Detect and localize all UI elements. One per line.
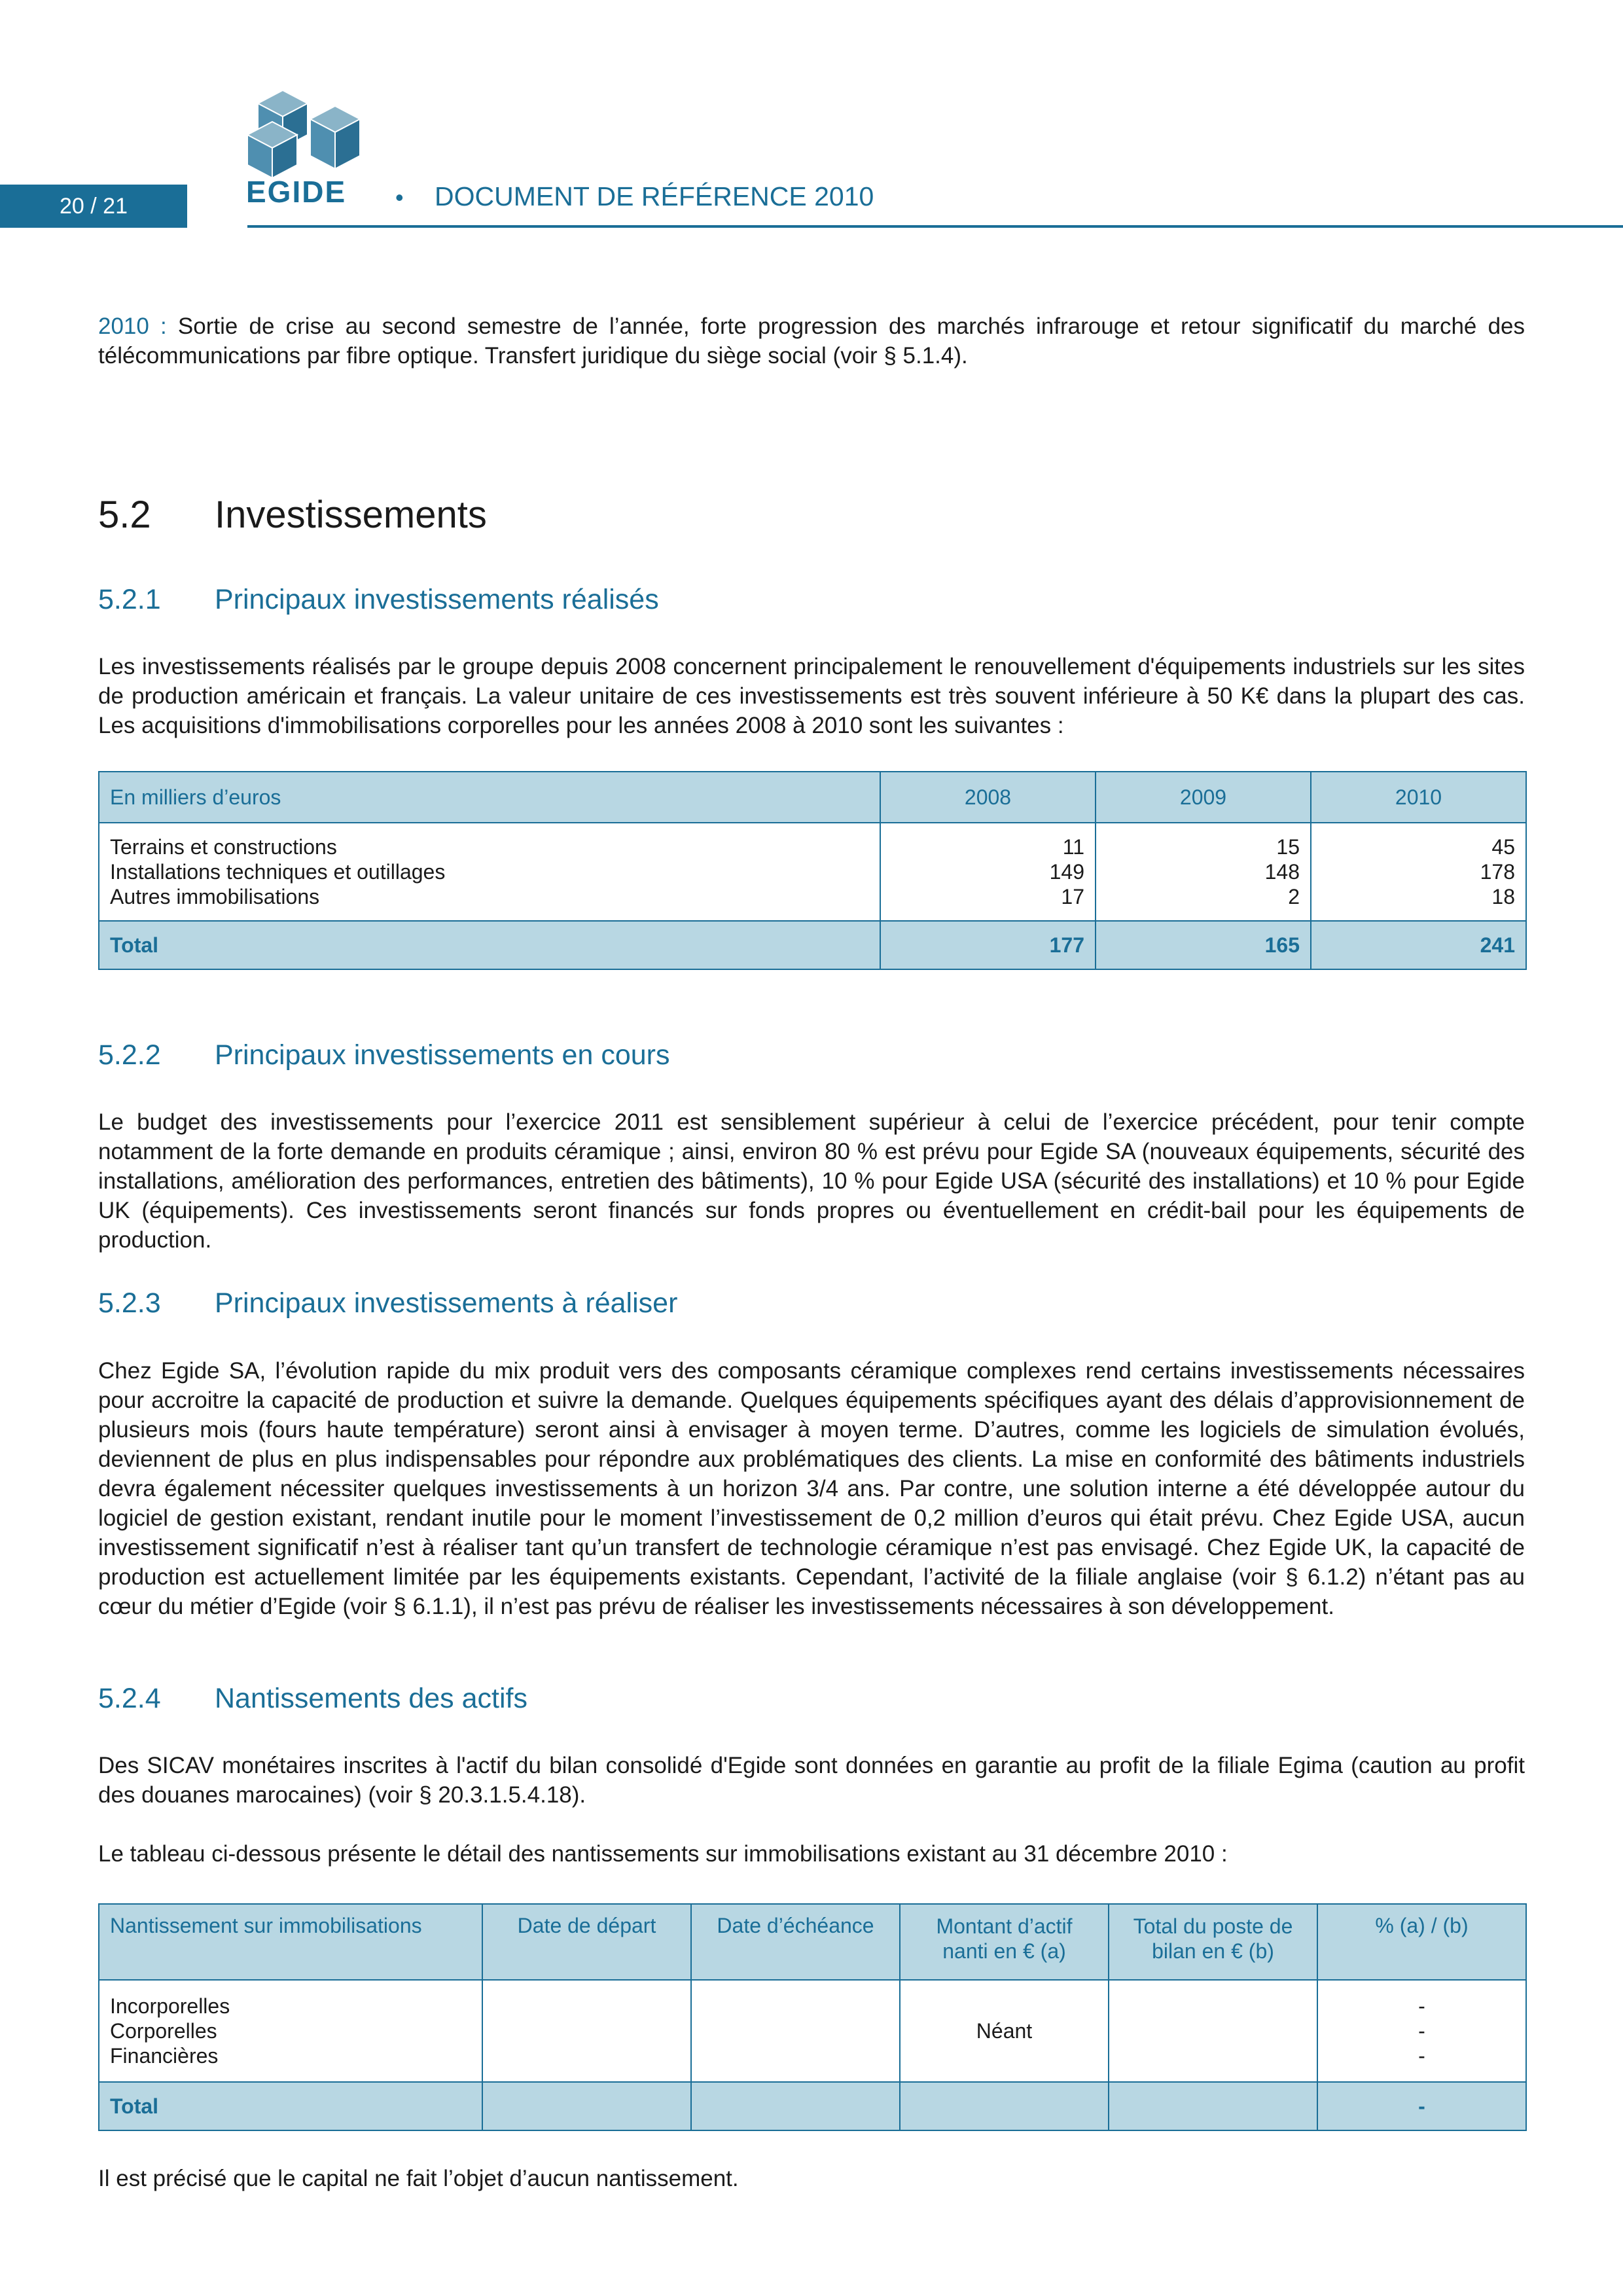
header-cell: [900, 1904, 1109, 1980]
value-cell-2010: [1311, 823, 1526, 921]
table-cell: 18: [1491, 885, 1515, 908]
section-5-2-4-paragraph-1: Des SICAV monétaires inscrites à l'actif du bilan consolidé d'Egide sont données en garantie au profit de la filiale Egima (caution au profit des douanes marocaines) (voir § 20.3.1.5.4.18).: [98, 1753, 1525, 1808]
table-cell: [691, 1980, 900, 2082]
intro-year-label: 2010 :: [98, 314, 167, 339]
table-cell: [1109, 1980, 1317, 2082]
section-number: 5.2: [98, 493, 151, 536]
table-cell: 15: [1276, 835, 1300, 859]
table-row-label: Incorporelles: [110, 1994, 230, 2018]
table-cell: 148: [1264, 860, 1300, 884]
table-cell: -: [1418, 2019, 1425, 2043]
section-number: 5.2.4: [98, 1683, 161, 1714]
total-cell: [691, 2082, 900, 2130]
total-cell: [482, 2082, 691, 2130]
total-label: Total: [99, 921, 880, 969]
section-5-2-2-heading: [98, 1039, 669, 1071]
header-bullet: •: [395, 184, 404, 211]
investments-table: [98, 771, 1527, 970]
header-cell: Nantissement sur immobilisations: [99, 1904, 482, 1980]
header-cell: 2008: [880, 772, 1096, 823]
table-cell: 17: [1061, 885, 1084, 908]
section-5-2-3-heading: [98, 1287, 677, 1319]
header-line: Total du poste de: [1133, 1914, 1293, 1938]
total-cell: [1109, 2082, 1317, 2130]
header-rule: [247, 225, 1623, 228]
table-body-row: [99, 823, 1526, 921]
table-row-label: Installations techniques et outillages: [110, 860, 446, 884]
table-cell: 2: [1288, 885, 1300, 908]
total-cell: 177: [880, 921, 1096, 969]
header-cell: En milliers d’euros: [99, 772, 880, 823]
pledges-table: [98, 1903, 1527, 2131]
section-5-2-heading: [98, 494, 487, 536]
table-row-label: Autres immobilisations: [110, 885, 320, 908]
total-cell: 241: [1311, 921, 1526, 969]
percent-cell: [1317, 1980, 1526, 2082]
section-title: Principaux investissements réalisés: [215, 584, 659, 615]
table-total-row: [99, 2082, 1526, 2130]
section-5-2-3-paragraph: Chez Egide SA, l’évolution rapide du mix produit vers des composants céramique complexes rend certains investissements nécessaires pour accroitre la capacité de production et suivre la demande. Quelques équipements spécifiques ayant des délais d’approvisionnement de plusieurs mois (fours haute température) seront ainsi à envisager à moyen terme. D’autres, comme les logiciels de simulation évolués, deviennent de plus en plus indispensables pour répondre aux problématiques des clients. La mise en conformité des bâtiments industriels devra également nécessiter quelques investissements à un horizon 3/4 ans. Par contre, une solution interne a été développée autour du logiciel de gestion existant, rendant inutile pour le moment l’investissement de 0,2 million d’euros qui était prévu. Chez Egide USA, aucun investissement significatif n’est à réaliser tant qu’un transfert de technologie céramique n’est pas envisagé. Chez Egide UK, la capacité de production est actuellement limitée par les équipements existants. Cependant, l’activité de la filiale anglaise (voir § 6.1.2) n’étant pas au cœur du métier d’Egide (voir § 6.1.1), il n’est pas prévu de réaliser les investissements nécessaires à son développement.: [98, 1358, 1525, 1619]
montant-cell: Néant: [900, 1980, 1109, 2082]
value-cell-2009: [1096, 823, 1311, 921]
table-header-row: [99, 1904, 1526, 1980]
header-cell: [1109, 1904, 1317, 1980]
table-cell: 149: [1049, 860, 1084, 884]
table-cell: 45: [1491, 835, 1515, 859]
table-row-label: Financières: [110, 2044, 219, 2068]
section-title: Principaux investissements en cours: [215, 1039, 670, 1071]
document-title: DOCUMENT DE RÉFÉRENCE 2010: [435, 181, 874, 211]
header-cell: Date d’échéance: [691, 1904, 900, 1980]
table-total-row: [99, 921, 1526, 969]
section-5-2-1-heading: [98, 584, 659, 615]
section-5-2-4-heading: [98, 1683, 527, 1714]
header-cell: 2010: [1311, 772, 1526, 823]
intro-text: Sortie de crise au second semestre de l’année, forte progression des marchés infrarouge et retour significatif du marché des télécommunications par fibre optique. Transfert juridique du siège social (voir § 5.1.4).: [98, 314, 1525, 368]
table-body-row: [99, 1980, 1526, 2082]
table-header-row: [99, 772, 1526, 823]
table-cell: -: [1418, 1994, 1425, 2018]
section-5-2-4-paragraph-2: Le tableau ci-dessous présente le détail des nantissements sur immobilisations existant au 31 décembre 2010 :: [98, 1841, 1228, 1867]
table-row-label: Corporelles: [110, 2019, 217, 2043]
header-cell: % (a) / (b): [1317, 1904, 1526, 1980]
page-indicator: 20 / 21: [0, 185, 187, 228]
header-cell: 2009: [1096, 772, 1311, 823]
header-line: nanti en € (a): [942, 1939, 1066, 1963]
intro-paragraph: [98, 312, 1525, 370]
value-cell-2008: [880, 823, 1096, 921]
label-cell: [99, 823, 880, 921]
section-title: Nantissements des actifs: [215, 1683, 527, 1714]
section-title: Principaux investissements à réaliser: [215, 1287, 678, 1319]
section-title: Investissements: [215, 493, 487, 536]
total-cell: 165: [1096, 921, 1311, 969]
section-number: 5.2.1: [98, 584, 161, 615]
section-number: 5.2.2: [98, 1039, 161, 1071]
table-cell: -: [1418, 2044, 1425, 2068]
total-cell: [900, 2082, 1109, 2130]
total-label: Total: [99, 2082, 482, 2130]
header-line: Montant d’actif: [936, 1914, 1073, 1938]
table-cell: 11: [1062, 835, 1084, 859]
header-line: bilan en € (b): [1152, 1939, 1274, 1963]
table-row-label: Terrains et constructions: [110, 835, 337, 859]
logo-text: EGIDE: [246, 175, 347, 209]
header-cell: Date de départ: [482, 1904, 691, 1980]
total-percent: -: [1317, 2082, 1526, 2130]
table-cell: [482, 1980, 691, 2082]
table-cell: 178: [1480, 860, 1515, 884]
section-number: 5.2.3: [98, 1287, 161, 1319]
label-cell: [99, 1980, 482, 2082]
section-5-2-1-paragraph: Les investissements réalisés par le groupe depuis 2008 concernent principalement le renouvellement d'équipements industriels sur les sites de production américain et français. La valeur unitaire de ces investissements est très souvent inférieure à 50 K€ dans la plupart des cas. Les acquisitions d'immobilisations corporelles pour les années 2008 à 2010 sont les suivantes :: [98, 654, 1525, 738]
section-5-2-2-paragraph: Le budget des investissements pour l’exercice 2011 est sensiblement supérieur à celui de l’exercice précédent, pour tenir compte notamment de la forte demande en produits céramique ; ainsi, environ 80 % est prévu pour Egide SA (nouveaux équipements, sécurité des installations, amélioration des performances, entretien des bâtiments), 10 % pour Egide USA (sécurité des installations) et 10 % pour Egide UK (équipements). Ces investissements seront financés sur fonds propres ou éventuellement en crédit-bail pour les équipements de production.: [98, 1109, 1525, 1253]
closing-paragraph: Il est précisé que le capital ne fait l’objet d’aucun nantissement.: [98, 2166, 739, 2191]
